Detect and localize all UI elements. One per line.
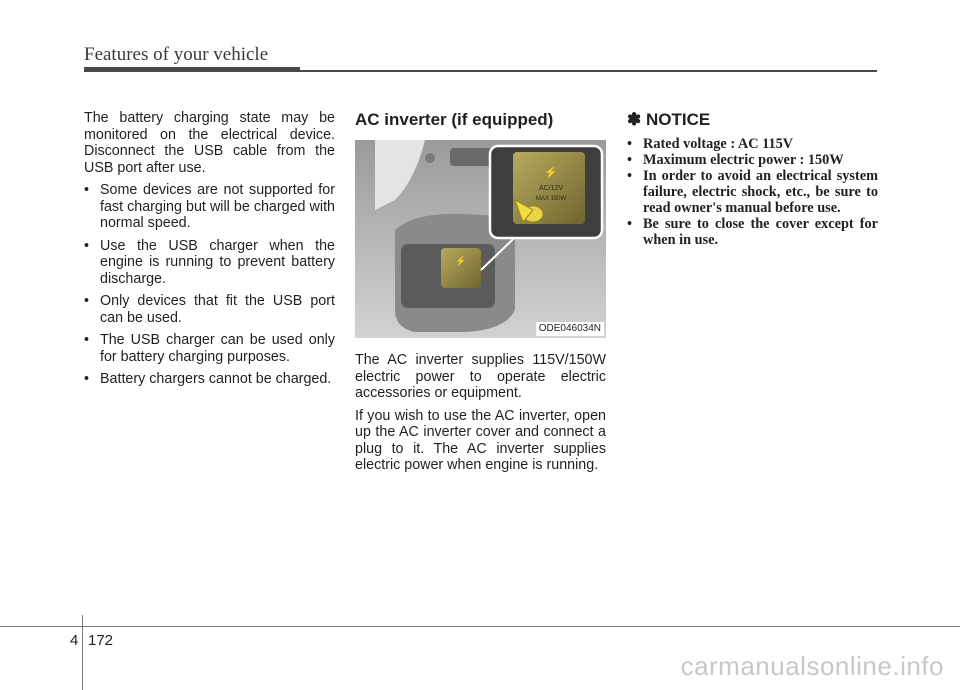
page-chapter-number: 4 xyxy=(70,632,79,649)
notice-item: • In order to avoid an electrical system failure, electric shock, etc., be sure to read owner's manual before use. xyxy=(627,168,878,216)
column-ac-inverter xyxy=(355,110,606,480)
page-number: 172 xyxy=(88,632,114,649)
notice-list xyxy=(627,136,878,248)
watermark: carmanualsonline.info xyxy=(680,651,944,681)
column-notice xyxy=(627,110,878,248)
footer-divider-horizontal xyxy=(0,626,960,627)
column-usb xyxy=(84,110,335,394)
figure-code: ODE046034N xyxy=(536,322,604,336)
header-rule-thin xyxy=(300,70,877,72)
ac-inverter-heading: AC inverter (if equipped) xyxy=(355,110,554,129)
usb-bullet: • Battery chargers cannot be charged. xyxy=(84,371,335,388)
usb-bullet: • Some devices are not supported for fast charging but will be charged with normal speed. xyxy=(84,182,335,232)
cover-label-ac: AC/12V xyxy=(538,185,564,192)
notice-item: • Be sure to close the cover except for when in use. xyxy=(627,216,878,248)
header-rule-thick xyxy=(84,67,300,72)
ac-inverter-paragraph-2: If you wish to use the AC inverter, open up the AC inverter cover and connect a plug to it. The AC inverter supplies electric power when engine is running. xyxy=(355,407,606,473)
usb-bullet: • Use the USB charger when the engine is running to prevent battery discharge. xyxy=(84,238,335,288)
notice-item: • Maximum electric power : 150W xyxy=(627,152,878,168)
page-header-title: Features of your vehicle xyxy=(84,44,269,65)
notice-item: • Rated voltage : AC 115V xyxy=(627,136,878,152)
usb-bullet-list xyxy=(84,182,335,388)
cover-label-max: MAX 150W xyxy=(535,196,567,202)
notice-heading: ✽ NOTICE xyxy=(627,110,711,129)
usb-intro-paragraph: The battery charging state may be monitored on the electrical device. Disconnect the USB cable from the USB port after use. xyxy=(84,110,335,176)
svg-text:⚡: ⚡ xyxy=(455,256,467,266)
ac-inverter-figure xyxy=(355,140,606,338)
svg-text:⚡: ⚡ xyxy=(544,167,558,179)
usb-bullet: • The USB charger can be used only for battery charging purposes. xyxy=(84,332,335,365)
ac-inverter-paragraph-1: The AC inverter supplies 115V/150W electric power to operate electric accessories or equipment. xyxy=(355,352,606,401)
ac-inverter-photo xyxy=(355,140,606,338)
usb-bullet: • Only devices that fit the USB port can be used. xyxy=(84,293,335,326)
